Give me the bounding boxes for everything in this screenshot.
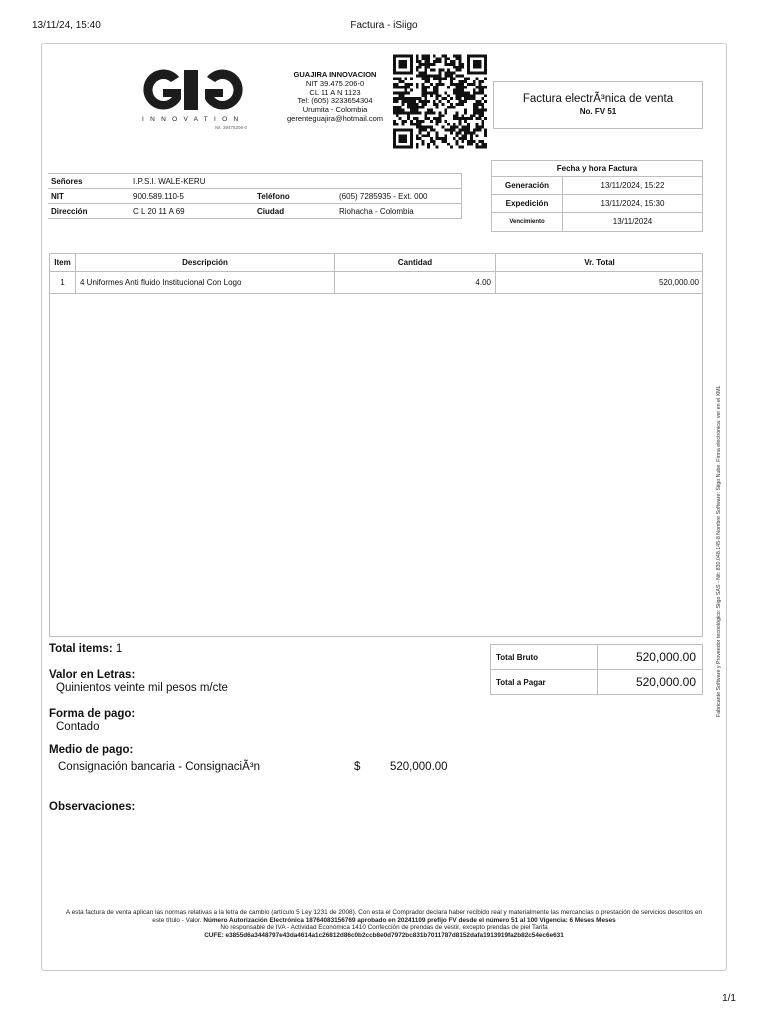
total-items-label: Total items:: [49, 643, 113, 655]
direccion-label: Dirección: [51, 207, 88, 216]
col-header-total: Vr. Total: [496, 254, 703, 272]
date-row-expedicion: [492, 195, 702, 213]
print-datetime: 13/11/24, 15:40: [32, 20, 101, 31]
cell-item: 1: [50, 272, 76, 294]
date-row-vencimiento: [492, 213, 702, 231]
company-name: GUAJIRA INNOVACION: [293, 70, 377, 79]
cell-total: 520,000.00: [496, 272, 703, 294]
ciudad-label: Ciudad: [257, 207, 285, 216]
document-title-box: [493, 81, 703, 129]
legal-authorization: Número Autorización Electrónica 18764083156769 aprobado en 20241109 prefijo FV desde el número 51 al 100 Vigencia: 6 Meses Meses: [203, 916, 616, 924]
total-items: [49, 643, 122, 655]
senores-value: I.P.S.I. WALE-KERU: [133, 177, 206, 186]
telefono-label: Teléfono: [257, 192, 290, 201]
cell-cantidad: 4.00: [335, 272, 496, 294]
vencimiento-value: 13/11/2024: [612, 217, 653, 226]
dates-header: Fecha y hora Factura: [492, 161, 702, 177]
logo-nit: Nit. 39475206-0: [214, 125, 247, 130]
company-phone: Tel: (605) 3233654304: [297, 96, 373, 106]
total-items-value: 1: [115, 643, 123, 655]
forma-pago-value: Contado: [56, 721, 100, 733]
nit-label: NIT: [51, 192, 64, 201]
client-row-direccion: [48, 204, 462, 219]
date-row-generacion: [492, 177, 702, 195]
total-pagar-value: 520,000.00: [635, 675, 696, 689]
qr-code-icon: [393, 53, 487, 150]
medio-pago-currency: $: [354, 761, 361, 773]
valor-letras-label: Valor en Letras:: [49, 669, 136, 681]
total-bruto-value: 520,000.00: [635, 650, 696, 664]
legal-tax-note: No responsable de IVA - Actividad Económica 1410 Confección de prendas de vestir, excepto prendas de piel Tarifa: [220, 924, 548, 931]
total-bruto-row: [491, 645, 702, 670]
col-header-item: Item: [50, 254, 76, 272]
col-header-cantidad: Cantidad: [335, 254, 496, 272]
expedicion-value: 13/11/2024, 15:30: [600, 199, 665, 208]
company-nit: NIT 39.475.206-0: [305, 78, 365, 88]
company-info: [276, 71, 394, 124]
col-header-descripcion: Descripción: [76, 254, 335, 272]
company-email: gerenteguajira@hotmail.com: [287, 113, 383, 123]
medio-pago-label: Medio de pago:: [49, 744, 134, 756]
legal-text: A esta factura de venta aplican las normas relativas a la letra de cambio (artículo 5 Ley 1231 de 2008). Con esta el Comprador declara haber recibido real y materialmente las mercancías o prestación de servicios descritos en este título - Valor.: [65, 909, 703, 924]
generacion-value: 13/11/2024, 15:22: [600, 181, 665, 190]
generacion-label: Generación: [504, 181, 549, 190]
expedicion-label: Expedición: [505, 199, 549, 208]
company-city: Urumita - Colombia: [302, 105, 368, 115]
client-info: [48, 173, 462, 219]
medio-pago-value: Consignación bancaria - ConsignaciÃ³n: [58, 761, 261, 773]
medio-pago-amount: 520,000.00: [390, 761, 448, 773]
direccion-value: C L 20 11 A 69: [133, 207, 185, 216]
print-title: Factura - iSiigo: [350, 20, 418, 31]
company-logo: [139, 69, 251, 135]
logo-letters-icon: [141, 69, 245, 111]
invoice-dates: [491, 160, 703, 232]
logo-subtitle: INNOVATION: [142, 116, 245, 123]
document-type: Factura electrÃ³nica de venta: [522, 93, 674, 105]
valor-letras-value: Quinientos veinte mil pesos m/cte: [56, 682, 228, 694]
nit-value: 900.589.110-5: [133, 192, 185, 201]
forma-pago-label: Forma de pago:: [49, 708, 136, 720]
totals-box: [490, 644, 703, 695]
observaciones-label: Observaciones:: [49, 801, 136, 813]
ciudad-value: Riohacha - Colombia: [339, 207, 414, 216]
cufe-value: e3855d6a3448797e43da4614a1c26812d86c0b2ccb8e0d7972bc831b7011787d8152dafa1913919fa2b82c54ec6e631: [225, 931, 564, 939]
total-pagar-row: [491, 670, 702, 695]
client-row-senores: [48, 174, 462, 189]
client-row-nit: [48, 189, 462, 204]
items-table: [49, 253, 703, 637]
total-bruto-label: Total Bruto: [496, 653, 539, 662]
senores-label: Señores: [51, 177, 83, 186]
cell-descripcion: 4 Uniformes Anti fluido Institucional Con Logo: [76, 272, 335, 294]
legal-footer: [60, 909, 708, 939]
document-number: No. FV 51: [579, 107, 617, 116]
telefono-value: (605) 7285935 - Ext. 000: [339, 192, 428, 201]
vencimiento-label: Vencimiento: [509, 219, 545, 225]
page-count: 1/1: [722, 993, 736, 1004]
software-provider-note: Fabricante Software y Proveedor tecnológico: Siigo SAS - Nit: 830.048.145-8 Nombre Software: Siigo Nube. Firma electrónica: ver en el XML: [716, 385, 722, 717]
cufe-label: CUFE:: [204, 931, 224, 939]
company-address: CL 11 A N 1123: [309, 87, 361, 97]
total-pagar-label: Total a Pagar: [496, 678, 546, 687]
